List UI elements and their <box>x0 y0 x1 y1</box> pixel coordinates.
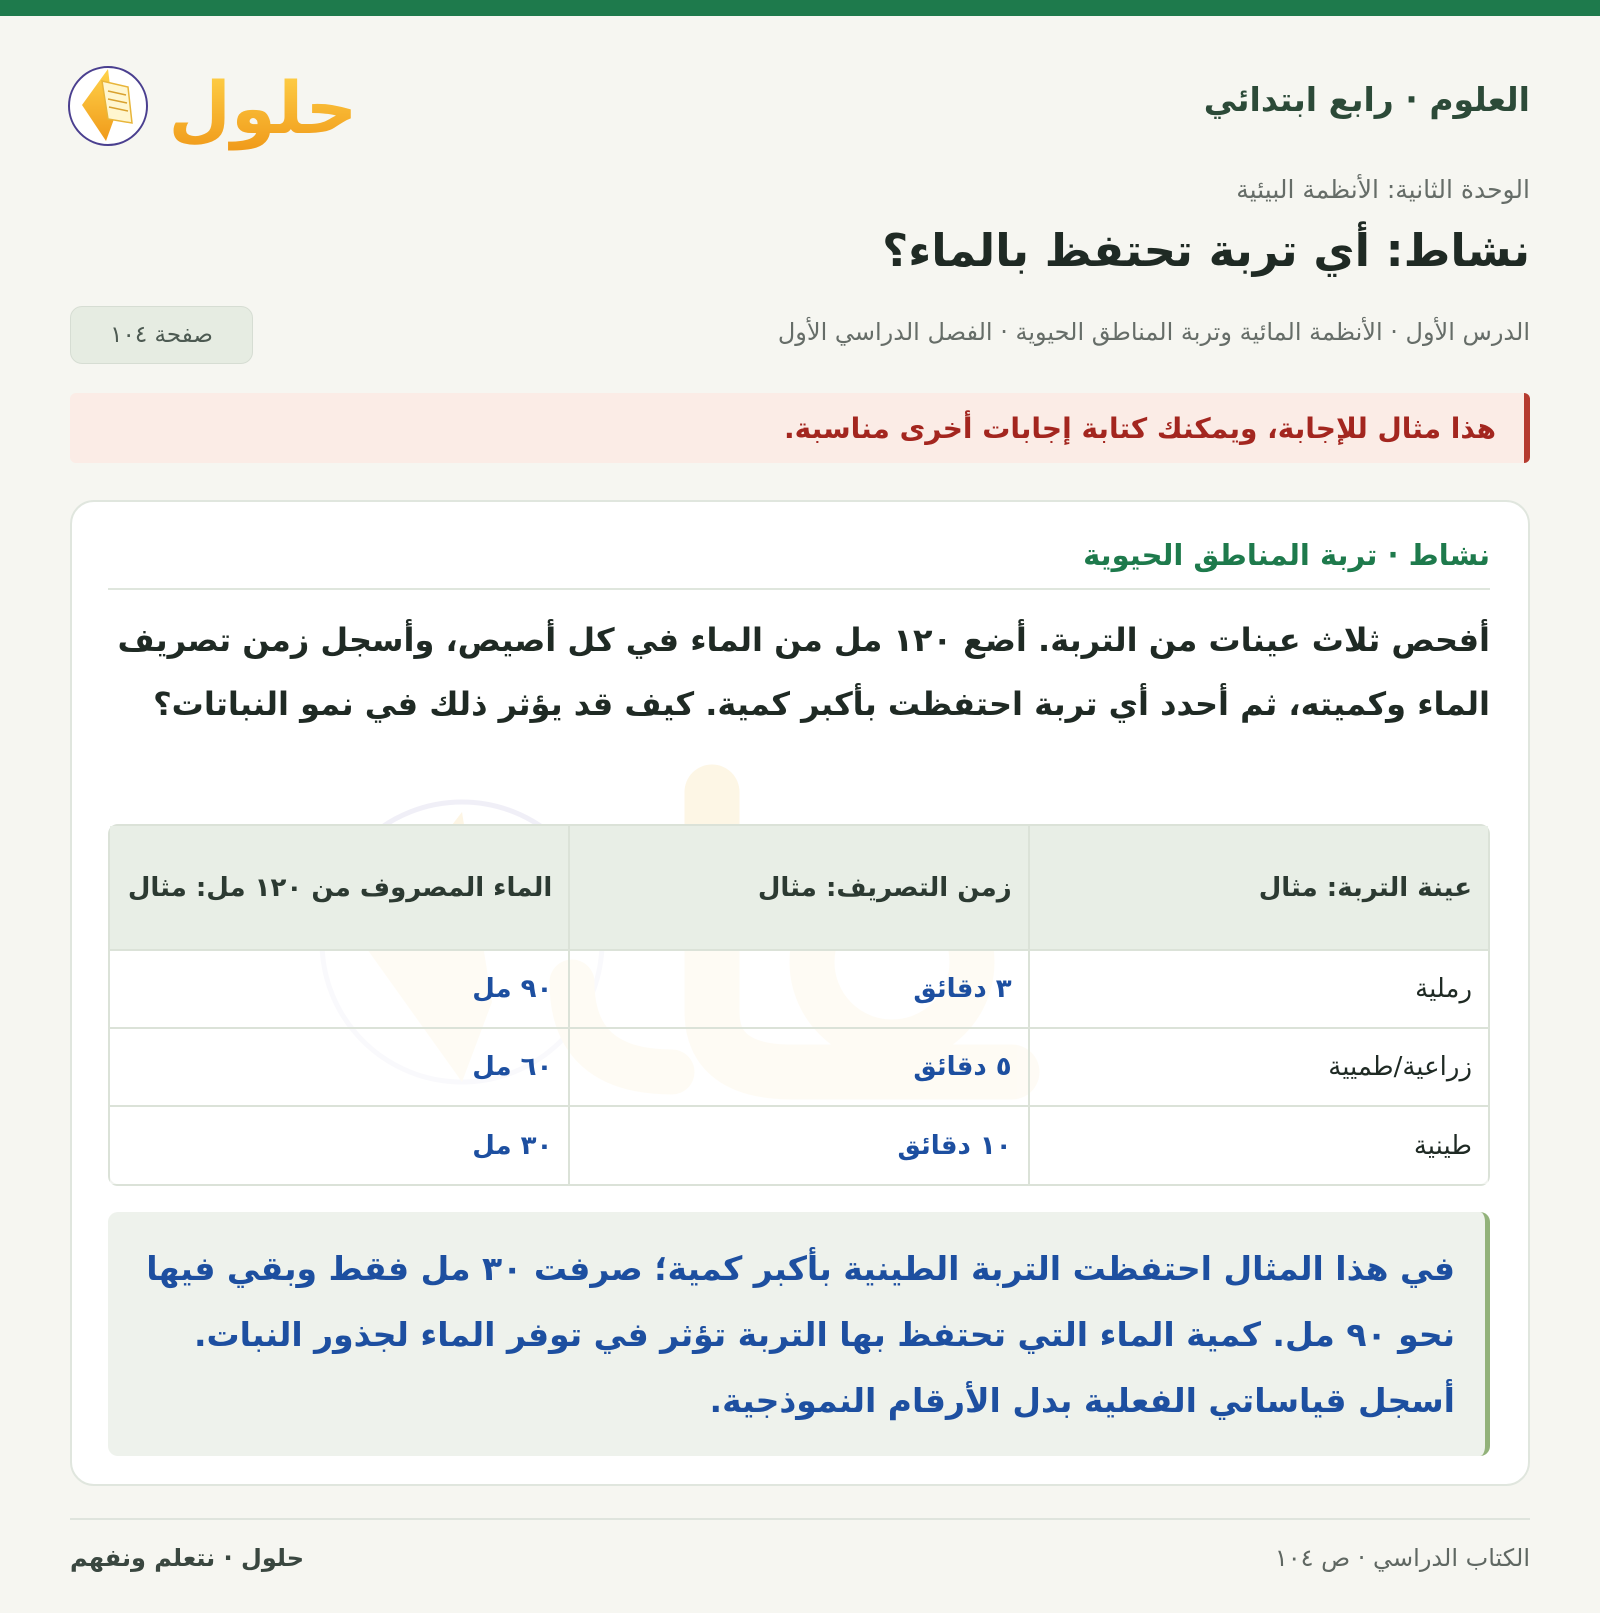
logo-icon <box>68 45 358 155</box>
activity-card <box>70 500 1530 1486</box>
card-heading: نشاط · تربة المناطق الحيوية <box>1083 538 1490 572</box>
answer-text: في هذا المثال احتفظت التربة الطينية بأكبر كمية؛ صرفت ٣٠ مل فقط وبقي فيها نحو ٩٠ مل. كمية الماء التي تحتفظ بها التربة تؤثر في توفر الماء لجذور النبات. أسجل قياساتي الفعلية بدل الأرقام النموذجية. <box>146 1249 1455 1420</box>
column-header-drain-time: زمن التصريف: مثال <box>569 826 1028 950</box>
page-number-badge: صفحة ١٠٤ <box>70 306 253 364</box>
soil-type-cell: طينية <box>1029 1106 1488 1184</box>
water-drained-cell: ٩٠ مل <box>110 950 569 1028</box>
drain-time-cell: ٥ دقائق <box>569 1028 1028 1106</box>
table-row <box>110 950 1488 1028</box>
logo-wordmark: حلول <box>168 66 358 150</box>
notice-text: هذا مثال للإجابة، ويمكنك كتابة إجابات أخرى مناسبة. <box>784 411 1496 445</box>
drain-time-cell: ٣ دقائق <box>569 950 1028 1028</box>
card-divider <box>108 588 1490 590</box>
hulul-logo[interactable] <box>68 45 358 155</box>
footer-book-reference: الكتاب الدراسي · ص ١٠٤ <box>1274 1544 1530 1572</box>
answer-box <box>108 1212 1490 1456</box>
example-answer-notice <box>70 393 1530 463</box>
table-header-row <box>110 826 1488 950</box>
table-row <box>110 1028 1488 1106</box>
column-header-soil: عينة التربة: مثال <box>1029 826 1488 950</box>
footer-divider <box>70 1518 1530 1520</box>
water-drained-cell: ٣٠ مل <box>110 1106 569 1184</box>
water-drained-cell: ٦٠ مل <box>110 1028 569 1106</box>
soil-type-cell: زراعية/طميية <box>1029 1028 1488 1106</box>
column-header-water-drained: الماء المصروف من ١٢٠ مل: مثال <box>110 826 569 950</box>
drain-time-cell: ١٠ دقائق <box>569 1106 1028 1184</box>
soil-type-cell: رملية <box>1029 950 1488 1028</box>
top-accent-bar <box>0 0 1600 16</box>
page-title: نشاط: أي تربة تحتفظ بالماء؟ <box>882 224 1530 277</box>
activity-question: أفحص ثلاث عينات من التربة. أضع ١٢٠ مل من الماء في كل أصيص، وأسجل زمن تصريف الماء وكميته، ثم أحدد أي تربة احتفظت بأكبر كمية. كيف قد يؤثر ذلك في نمو النباتات؟ <box>117 621 1490 723</box>
subject-grade-header: العلوم · رابع ابتدائي <box>1203 80 1530 119</box>
soil-results-table <box>108 824 1490 1186</box>
footer-brand-tagline: حلول · نتعلم ونفهم <box>70 1544 304 1572</box>
unit-label: الوحدة الثانية: الأنظمة البيئية <box>1236 175 1530 204</box>
lesson-breadcrumb: الدرس الأول · الأنظمة المائية وتربة المناطق الحيوية · الفصل الدراسي الأول <box>777 318 1530 346</box>
table-row <box>110 1106 1488 1184</box>
